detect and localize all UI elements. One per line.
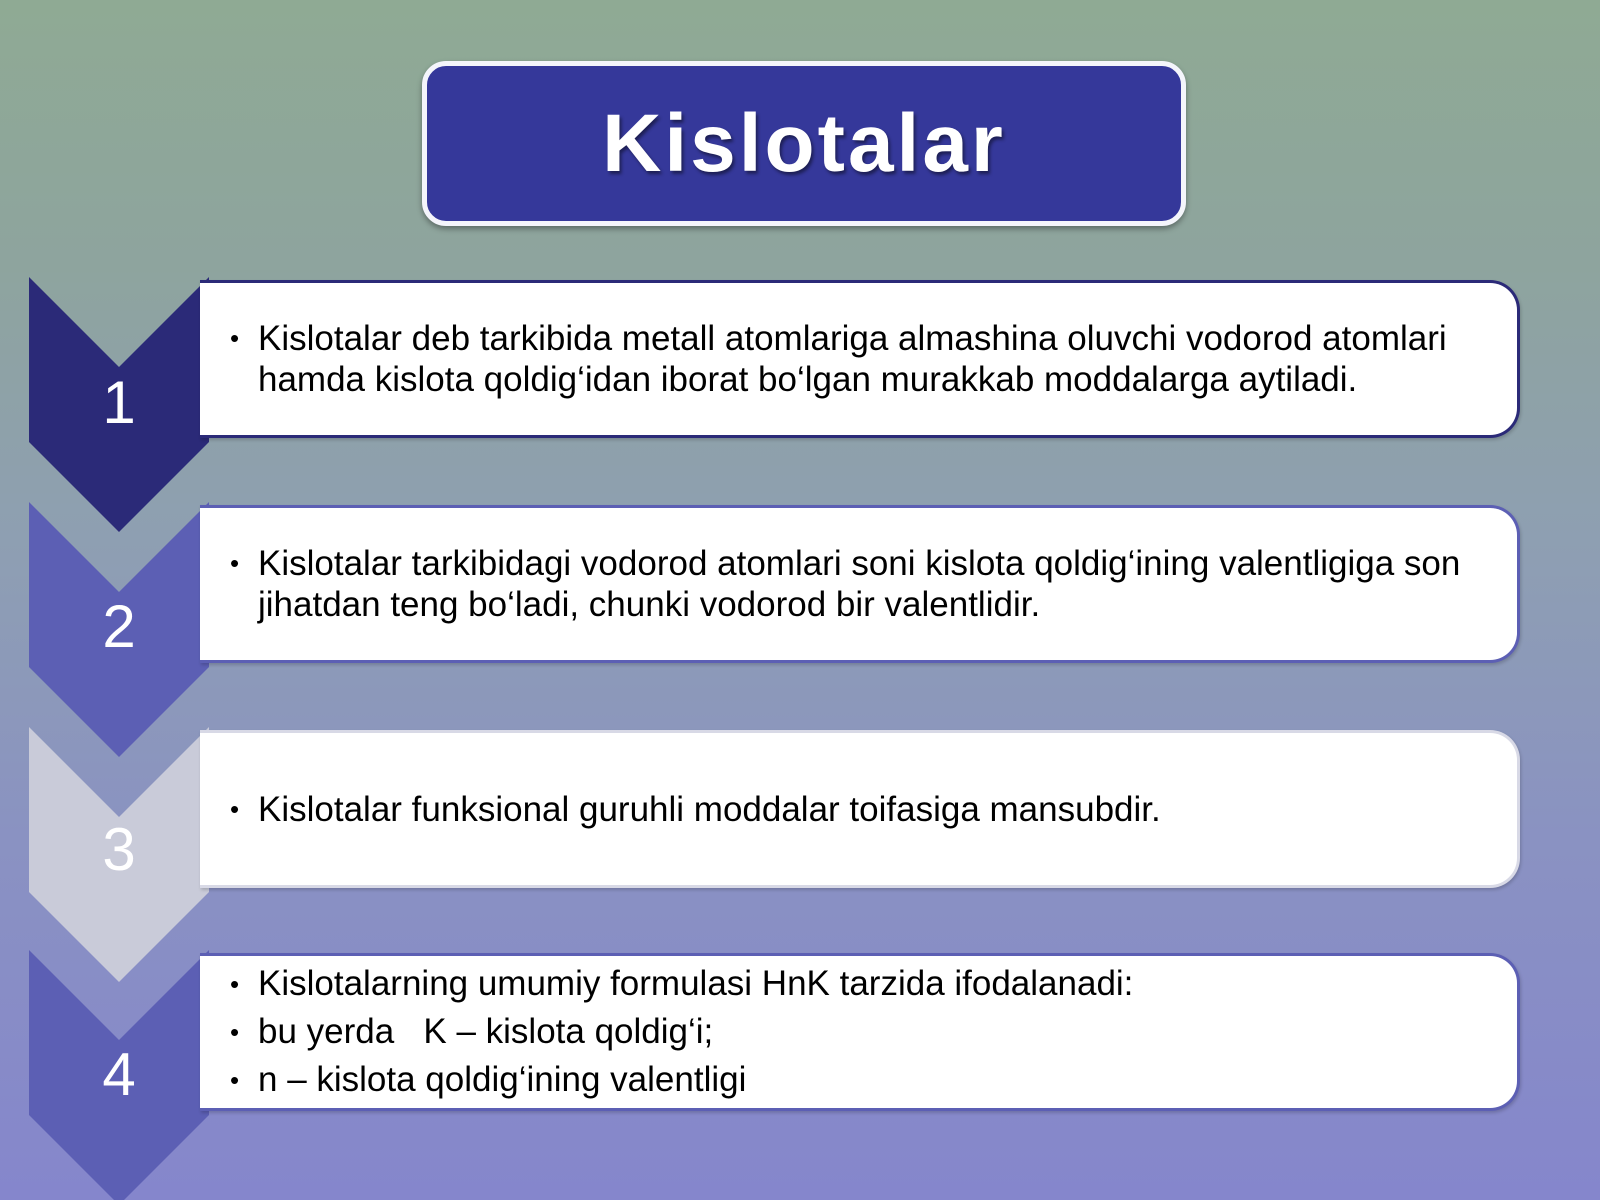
step-1-bullet-text: Kislotalar deb tarkibida metall atomlariga almashina oluvchi vodorod atomlari hamda kislota qoldig‘idan iborat bo‘lgan murakkab moddalarga aytiladi. xyxy=(258,319,1447,399)
title-box xyxy=(422,61,1186,226)
step-2-number: 2 xyxy=(102,593,136,660)
step-4-bullet-3 xyxy=(230,1056,1477,1104)
step-2-card xyxy=(200,505,1520,663)
step-4-card xyxy=(200,953,1520,1111)
step-1-number: 1 xyxy=(102,369,136,436)
step-4-bullet-text-2: bu yerda K – kislota qoldig‘i; xyxy=(258,1012,714,1051)
step-3-bullet-text: Kislotalar funksional guruhli moddalar toifasiga mansubdir. xyxy=(258,789,1161,829)
step-4-bullet-2 xyxy=(230,1008,1477,1056)
step-2-bullet xyxy=(230,543,1477,625)
step-3-number: 3 xyxy=(102,816,136,883)
bullet-icon: • xyxy=(230,793,240,824)
bullet-icon: • xyxy=(230,548,240,578)
bullet-icon: • xyxy=(230,1017,240,1047)
step-4-bullet-text-3: n – kislota qoldig‘ining valentligi xyxy=(258,1060,747,1099)
step-1-bullet xyxy=(230,318,1477,400)
step-3-card xyxy=(200,730,1520,888)
step-3-bullet xyxy=(230,789,1477,830)
step-2-bullet-text: Kislotalar tarkibidagi vodorod atomlari soni kislota qoldig‘ining valentligiga son jihatdan teng bo‘ladi, chunki vodorod bir valentlidir. xyxy=(258,544,1461,624)
step-1-card xyxy=(200,280,1520,438)
step-4-bullet-text-1: Kislotalarning umumiy formulasi HnK tarzida ifodalanadi: xyxy=(258,964,1134,1003)
slide-title: Kislotalar xyxy=(602,97,1006,189)
step-4-number: 4 xyxy=(102,1041,136,1108)
bullet-icon: • xyxy=(230,969,240,999)
bullet-icon: • xyxy=(230,323,240,353)
bullet-icon: • xyxy=(230,1065,240,1095)
step-4-bullet-1 xyxy=(230,960,1477,1008)
